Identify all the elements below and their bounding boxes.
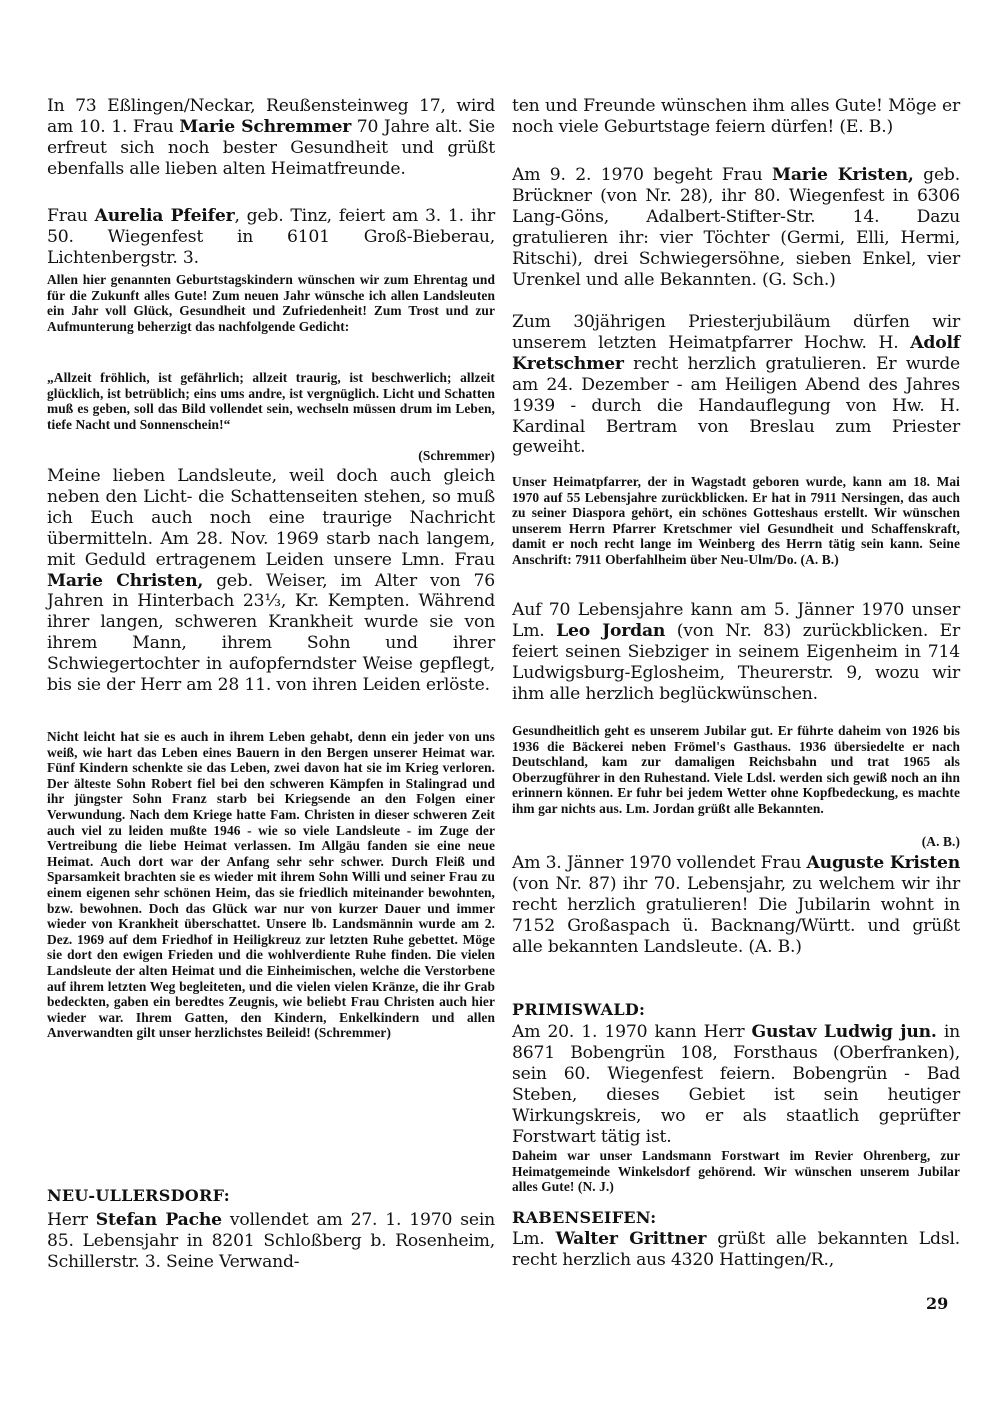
person-name: Aurelia Pfeifer — [94, 206, 235, 226]
text: 70 Jahre alt. Sie erfreut sich noch bester Gesundheit und grüßt ebenfalls alle lieben alten Heimatfreunde. — [47, 116, 495, 179]
paragraph-auguste-kristen — [512, 853, 960, 958]
person-name: Marie Schremmer — [179, 116, 352, 137]
poem: „Allzeit fröhlich, ist gefährlich; allzeit traurig, ist beschwerlich; allzeit glücklich, ist betrüblich; eins ums andre, ist vergnüglich. Licht und Schatten muß es geben, soll das Bild vollendet sein, wechseln müssen drum im Leben, tiefe Nacht und Sonnenschein!“ — [47, 370, 495, 432]
person-name: Stefan Pache — [95, 1210, 222, 1230]
person-name: Marie Kristen, — [772, 165, 914, 185]
person-name: Marie Christen, — [47, 570, 204, 591]
text: , geb. Tinz, feiert am 3. 1. ihr 50. Wiegenfest in 6101 Groß-Bieberau, Lichtenbergstr. 3. — [47, 206, 496, 268]
paragraph-kretschmer-details: Unser Heimatpfarrer, der in Wagstadt geboren wurde, kann am 18. Mai 1970 auf 55 Lebensjahre zurückblicken. Er hat in 7911 Nersingen, das auch zu seiner Diaspora gehört, ein schönes Gotteshaus erstellt. Wir wünschen unserem Herrn Pfarrer Kretschmer viel Gesundheit und Schaffenskraft, damit er noch recht lange im Weinberg des Herrn tätig sein kann. Seine Anschrift: 7911 Oberfahlheim über Neu-Ulm/Do. (A. B.) — [512, 474, 960, 567]
text: (von Nr. 87) ihr 70. Lebensjahr, zu welchem wir ihr recht herzlich gratulieren! Die Jubilarin wohnt in 7152 Großaspach ü. Backnang/Württ. und grüßt alle bekannten Landsleute. (A. B.) — [512, 873, 960, 957]
paragraph-pache-wishes: ten und Freunde wünschen ihm alles Gute! Möge er noch viele Geburtstage feiern dürfen! (E. B.) — [512, 96, 960, 137]
paragraph-pfeifer-birthday — [47, 206, 495, 269]
paragraph-ludwig-birthday — [512, 1022, 960, 1147]
text: Am 20. 1. 1970 kann Herr — [512, 1022, 752, 1042]
paragraph-jordan-birthday — [512, 600, 960, 705]
paragraph-pache-birthday — [47, 1210, 495, 1273]
section-heading-primiswald: PRIMISWALD: — [512, 1000, 646, 1019]
section-heading-neu-ullersdorf: NEU-ULLERSDORF: — [47, 1186, 230, 1205]
text: Lm. — [512, 1229, 556, 1249]
person-name: Adolf Kretschmer — [512, 332, 960, 374]
text: grüßt alle bekannten Ldsl. recht herzlich aus 4320 Hattingen/R., — [512, 1229, 961, 1270]
text: Zum 30jährigen Priesterjubiläum dürfen wir unserem letzten Heimatpfarrer Hochw. H. — [512, 312, 960, 353]
paragraph-jordan-details: Gesundheitlich geht es unserem Jubilar gut. Er führte daheim von 1926 bis 1936 die Bäckerei neben Frömel's Gasthaus. 1936 übersiedelte er nach Deutschland, kam zur damaligen Reichsbahn und trat 1965 als Oberzugführer in den Ruhestand. Viele Ldsl. werden sich gewiß noch an ihn erinnern können. Er fuhr bei jedem Wetter ohne Kopfbedeckung, es machte ihm gar nichts aus. Lm. Jordan grüßt alle Bekannten. — [512, 723, 960, 816]
text: in 8671 Bobengrün 108, Forsthaus (Oberfranken), sein 60. Wiegenfest feiern. Bobengrün - Bad Steben, dieses Gebiet ist sein heutiger Wirkungskreis, wo er als staatlich geprüfter Forstwart tätig ist. — [512, 1022, 960, 1147]
person-name: Auguste Kristen — [806, 853, 960, 873]
paragraph-schremmer-birthday — [47, 96, 495, 180]
person-name: Leo Jordan — [556, 620, 666, 641]
paragraph-kristen-birthday — [512, 165, 960, 290]
text: geb. Weiser, im Alter von 76 Jahren in Hinterbach 23⅓, Kr. Kempten. Während ihrer langen, schweren Krankheit wurde sie von ihrem Mann, ihrem Sohn und ihrer Schwiegertochter in aufopferndster Weise gepflegt, bis sie der Herr am 28 11. von ihren Leiden erlöste. — [47, 570, 495, 696]
person-name: Gustav Ludwig jun. — [751, 1022, 937, 1042]
paragraph-christen-obituary — [47, 466, 495, 696]
poem-signature: (Schremmer) — [418, 448, 495, 463]
text: Am 9. 2. 1970 begeht Frau — [512, 165, 772, 185]
text: In 73 Eßlingen/Neckar, Reußensteinweg 17, wird am 10. 1. Frau — [47, 96, 495, 137]
paragraph-new-year-wishes: Allen hier genannten Geburtstagskindern wünschen wir zum Ehrentag und für die Zukunft alles Gute! Zum neuen Jahr wünsche ich allen Landsleuten ein Jahr voll Glück, Gesundheit und Zufriedenheit! Zum Trost und zur Aufmunterung beherzigt das nachfolgende Gedicht: — [47, 272, 495, 334]
text: Am 3. Jänner 1970 vollendet Frau — [512, 853, 807, 873]
text: vollendet am 27. 1. 1970 sein 85. Lebensjahr in 8201 Schloßberg b. Rosenheim, Schillerstr. 3. Seine Verwand- — [47, 1210, 495, 1272]
paragraph-grittner-greetings — [512, 1229, 960, 1271]
page-number: 29 — [926, 1294, 949, 1313]
paragraph-ludwig-details: Daheim war unser Landsmann Forstwart im Revier Ohrenberg, zur Heimatgemeinde Winkelsdorf gehörend. Wir wünschen unserem Jubilar alles Gute! (N. J.) — [512, 1148, 960, 1195]
text: geb. Brückner (von Nr. 28), ihr 80. Wiegenfest in 6306 Lang-Göns, Adalbert-Stifter-Str. 14. Dazu gratulieren ihr: vier Töchter (Germi, Elli, Hermi, Ritschi), drei Schwiegersöhne, sieben Enkel, vier Urenkel und alle Bekannten. (G. Sch.) — [512, 165, 960, 290]
text: Frau — [47, 206, 95, 226]
jordan-signature: (A. B.) — [921, 834, 960, 849]
text: Meine lieben Landsleute, weil doch auch gleich neben den Licht- die Schattenseiten stehen, so muß ich Euch auch noch eine traurige Nachricht übermitteln. Am 28. Nov. 1969 starb nach langem, mit Geduld ertragenem Leiden unsere Lmn. Frau — [47, 466, 495, 570]
paragraph-kretschmer-jubilee — [512, 312, 960, 458]
text: recht herzlich gratulieren. Er wurde am 24. Dezember - am Heiligen Abend des Jahres 1939 - durch die Handauflegung von Hw. H. Kardinal Bertram von Breslau zum Priester geweiht. — [512, 353, 960, 458]
text: Herr — [47, 1210, 96, 1230]
text: Auf 70 Lebensjahre kann am 5. Jänner 1970 unser Lm. — [512, 600, 960, 641]
person-name: Walter Grittner — [555, 1229, 707, 1249]
paragraph-christen-life: Nicht leicht hat sie es auch in ihrem Leben gehabt, denn ein jeder von uns weiß, wie hart das Leben eines Bauern in den Bergen unserer Heimat war. Fünf Kindern schenkte sie das Leben, zwei davon hat sie im Krieg verloren. Der älteste Sohn Robert fiel bei den schweren Kämpfen in Stalingrad und ihr jüngster Sohn Franz starb bei Kriegsende an den Folgen einer Verwundung. Nach dem Kriege hatte Fam. Christen in dieser schweren Zeit auch viel zu leiden mußte 1946 - wie so viele Landsleute - im Zuge der Vertreibung die liebe Heimat verlassen. Im Allgäu fanden sie eine neue Heimat. Auch dort war der Anfang sehr sehr schwer. Durch Fleiß und Sparsamkeit brachten sie es wieder mit ihrem Sohn Willi und seiner Frau zu einem eigenen sehr schönen Heim, das sie friedlich miteinander bewohnten, bzw. bewohnen. Doch das Glück war nur von kurzer Dauer und immer wieder von Krankheit überschattet. Unsere lb. Landsmännin wurde am 2. Dez. 1969 auf dem Friedhof in Heiligkreuz zur letzten Ruhe gebettet. Möge sie dort den ewigen Frieden und die wohlverdiente Ruhe finden. Die vielen Landsleute der alten Heimat und die Einheimischen, welche die Verstorbene auf ihrem letzten Weg begleiteten, und die vielen vielen Kränze, die ihr Grab bedeckten, gaben ein beredtes Zeugnis, wie beliebt Frau Christen auch hier wieder war. Ihrem Gatten, den Kindern, Enkelkindern und allen Anverwandten gilt unser herzlichstes Beileid! (Schremmer) — [47, 729, 495, 1041]
section-heading-rabenseifen: RABENSEIFEN: — [512, 1208, 657, 1227]
text: (von Nr. 83) zurückblicken. Er feiert seinen Siebziger in seinem Eigenheim in 714 Ludwigsburg-Eglosheim, Theurerstr. 9, wozu wir ihm alle herzlich beglückwünschen. — [512, 620, 961, 704]
